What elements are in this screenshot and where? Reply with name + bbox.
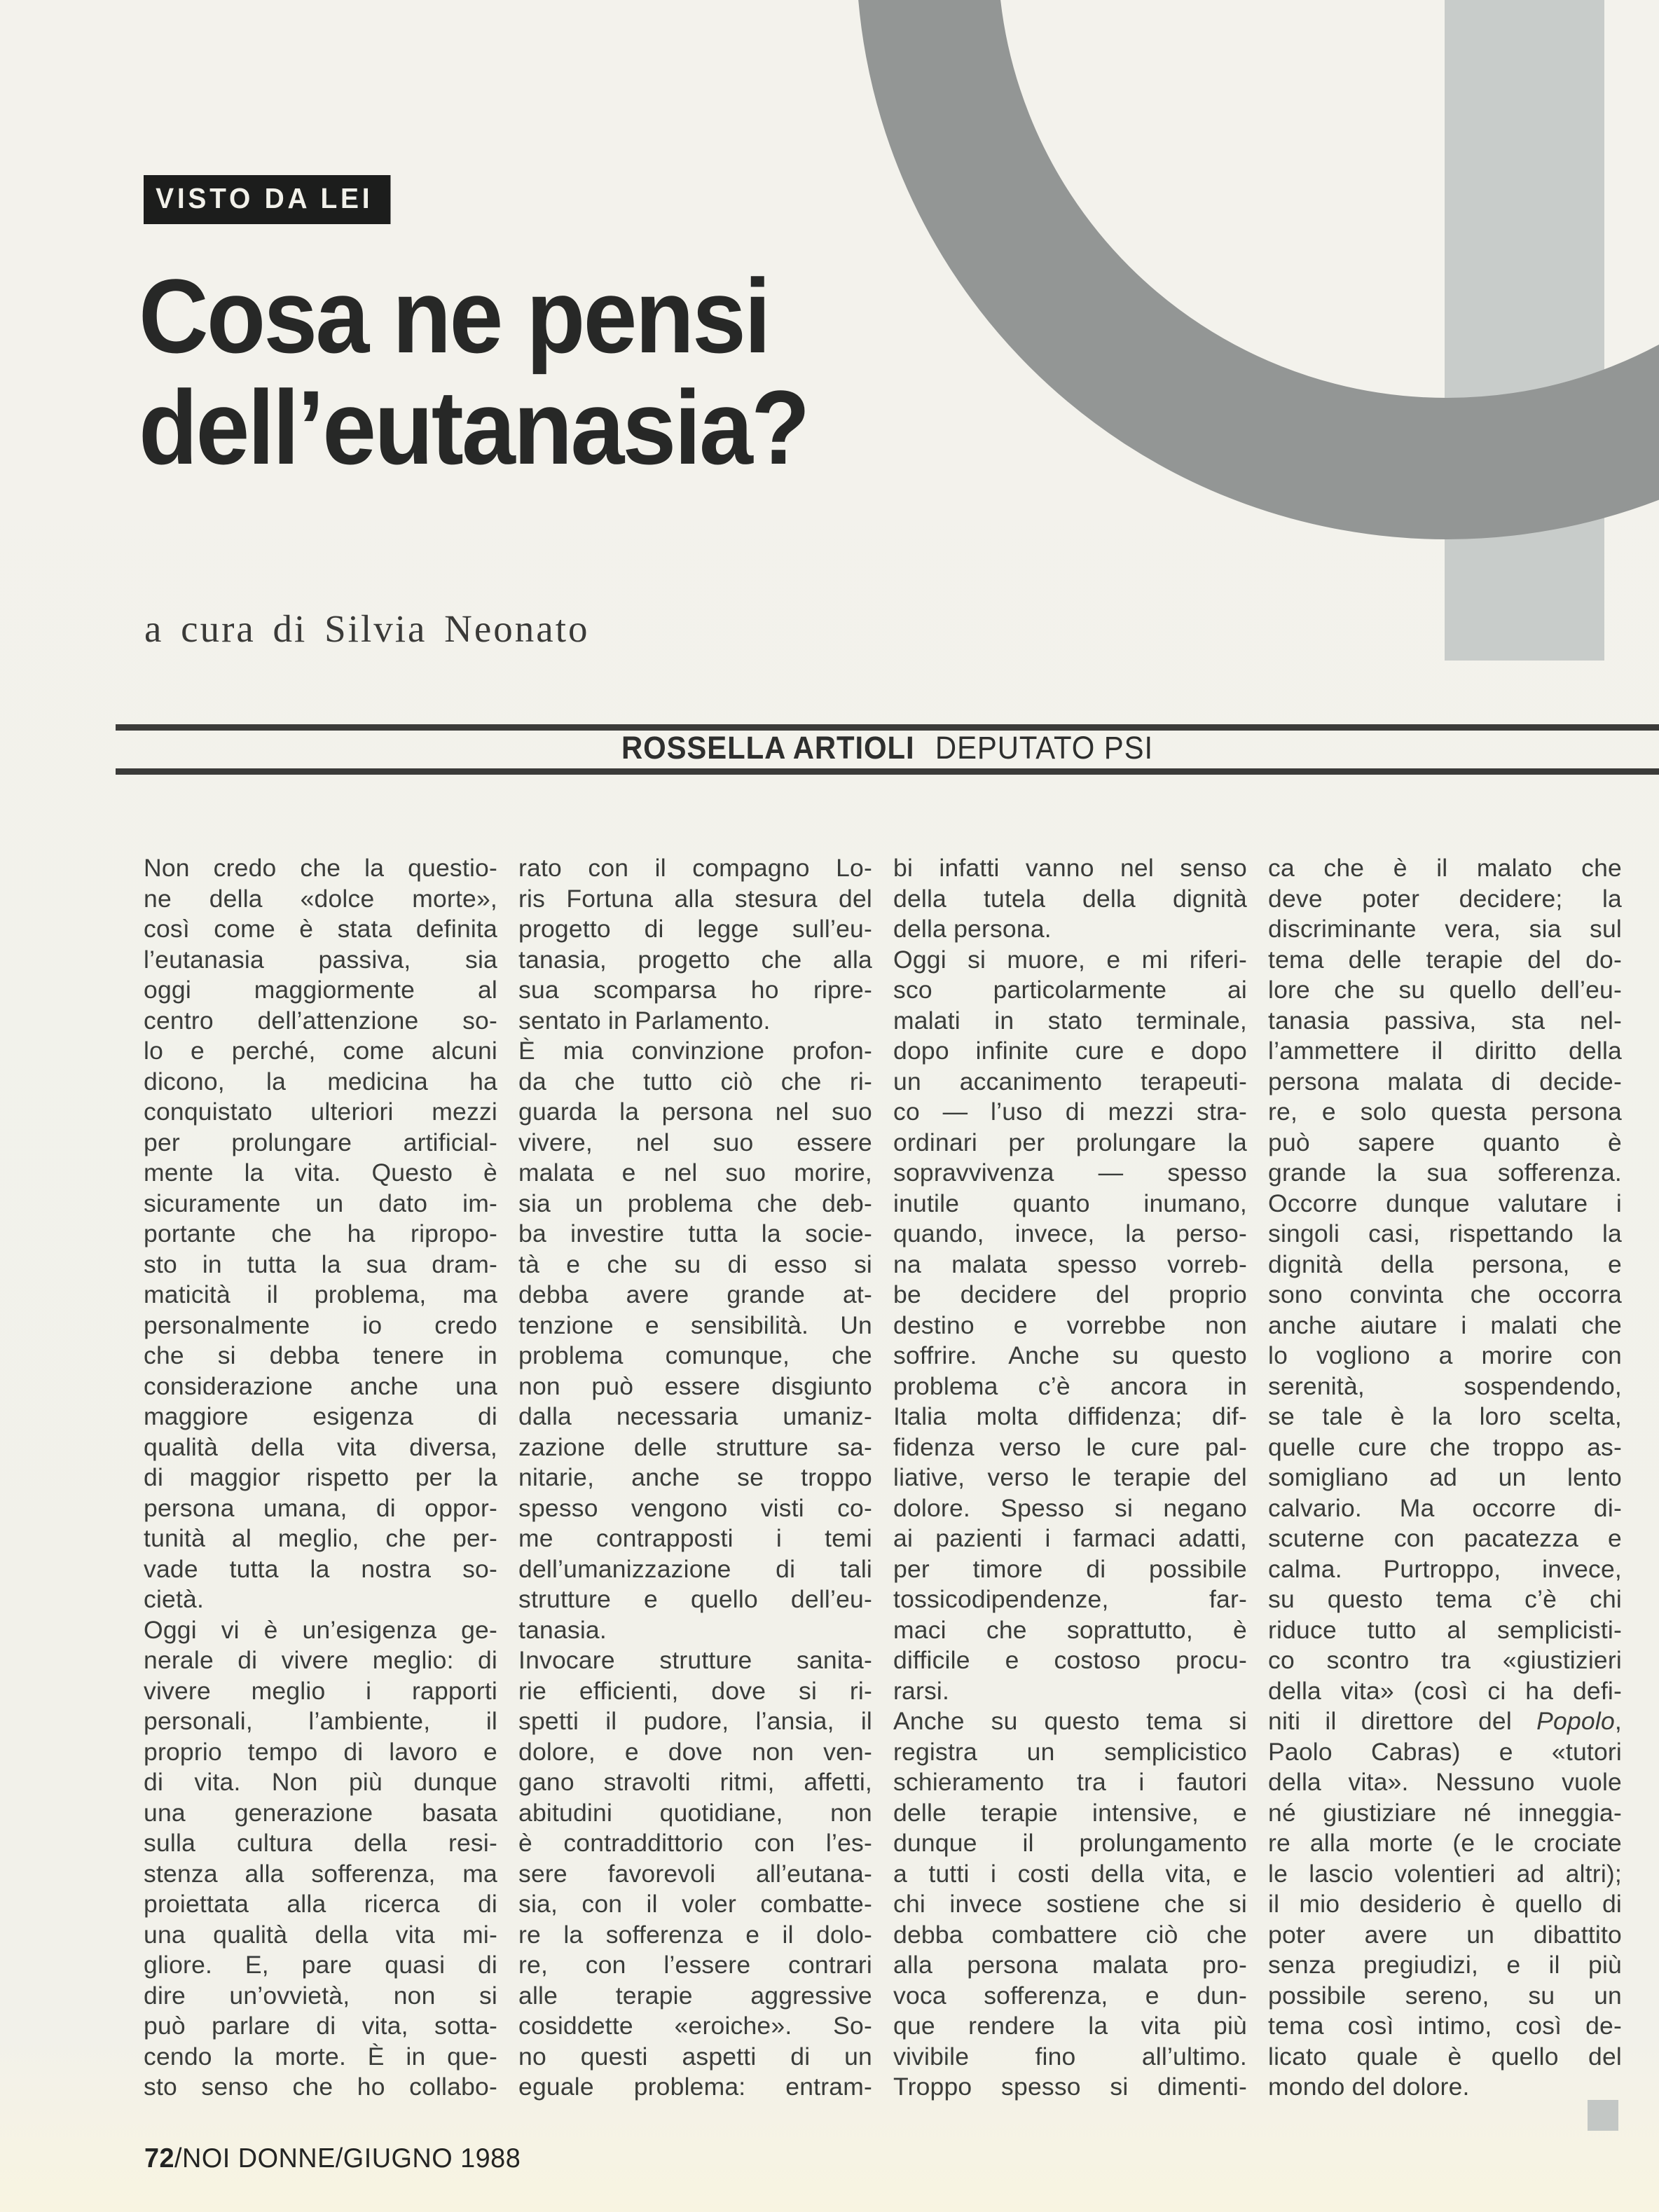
body-line: dire un’ovvietà, non si [144, 1981, 497, 2010]
body-line: sco particolarmente ai [893, 976, 1247, 1004]
body-line: grande la sua sofferenza. [1268, 1159, 1622, 1187]
body-line: portante che ha ripropo- [144, 1219, 497, 1247]
body-line: sulla cultura della resi- [144, 1829, 497, 1857]
body-line: gano stravolti ritmi, affetti, [518, 1768, 872, 1796]
body-line: problema comunque, che [518, 1341, 872, 1369]
body-line: ris Fortuna alla stesura del [518, 884, 872, 913]
body-line: della persona. [893, 915, 1052, 943]
body-line: re alla morte (e le crociate [1268, 1829, 1622, 1857]
body-line: Italia molta diffidenza; dif- [893, 1402, 1247, 1430]
body-line: riduce tutto al semplicisti- [1268, 1615, 1622, 1644]
body-line: lo vogliono a morire con [1268, 1341, 1622, 1369]
body-line: calvario. Ma occorre di- [1268, 1493, 1622, 1522]
body-line: soffrire. Anche su questo [893, 1341, 1247, 1369]
body-line: dell’umanizzazione di tali [518, 1554, 872, 1583]
body-line: bi infatti vanno nel senso [893, 854, 1247, 882]
body-line: cosiddette «eroiche». So- [518, 2012, 872, 2040]
body-line: co scontro tra «giustizieri [1268, 1646, 1622, 1674]
article-title [139, 257, 808, 486]
footer-magazine-label: /NOI DONNE/GIUGNO 1988 [174, 2143, 521, 2173]
byline: a cura di Silvia Neonato [144, 607, 590, 650]
body-line: re, e solo questa persona [1268, 1098, 1622, 1126]
body-line: tà e che su di esso si [518, 1250, 872, 1278]
body-line: tema così intimo, così de- [1268, 2012, 1622, 2040]
body-line: somigliano ad un lento [1268, 1463, 1622, 1491]
text-column-4 [1268, 853, 1622, 2103]
body-line: le lascio volentieri ad altri); [1268, 1859, 1622, 1888]
body-line: possibile sereno, su un [1268, 1981, 1622, 2010]
text-column-2 [518, 853, 872, 2103]
body-line: debba avere grande at- [518, 1280, 872, 1308]
body-line: di maggior rispetto per la [144, 1463, 497, 1491]
body-line: alla persona malata pro- [893, 1951, 1247, 1979]
body-line: sicuramente un dato im- [144, 1189, 497, 1217]
body-line: eguale problema: entram- [518, 2073, 872, 2101]
body-line: È mia convinzione profon- [518, 1037, 872, 1065]
body-line: tunità al meglio, che per- [144, 1524, 497, 1552]
body-line: licato quale è quello del [1268, 2042, 1622, 2071]
body-line: niti il direttore del Popolo, [1268, 1707, 1622, 1735]
body-line: né giustiziare né inneggia- [1268, 1798, 1622, 1827]
body-line: zazione delle strutture sa- [518, 1432, 872, 1461]
body-line: alle terapie aggressive [518, 1981, 872, 2010]
kicker-rule-bottom [116, 768, 1659, 775]
body-line: calma. Purtroppo, invece, [1268, 1554, 1622, 1583]
body-line: persona umana, di oppor- [144, 1493, 497, 1522]
body-line: sto in tutta la sua dram- [144, 1250, 497, 1278]
body-line: ai pazienti i farmaci adatti, [893, 1524, 1247, 1552]
body-line: maci che soprattutto, è [893, 1615, 1247, 1644]
body-line: dicono, la medicina ha [144, 1067, 497, 1095]
body-line: qualità della vita diversa, [144, 1432, 497, 1461]
body-line: oggi maggiormente al [144, 976, 497, 1004]
body-line: tema delle terapie del do- [1268, 945, 1622, 974]
body-line: fidenza verso le cure pal- [893, 1432, 1247, 1461]
body-line: debba combattere ciò che [893, 1920, 1247, 1949]
body-line: me contrapposti i temi [518, 1524, 872, 1552]
body-line: problema c’è ancora in [893, 1371, 1247, 1400]
body-line: è contraddittorio con l’es- [518, 1829, 872, 1857]
body-line: l’ammettere il diritto della [1268, 1037, 1622, 1065]
body-line: Paolo Cabras) e «tutori [1268, 1737, 1622, 1766]
body-line: vade tutta la nostra so- [144, 1554, 497, 1583]
interviewee-name: ROSSELLA ARTIOLI [621, 730, 915, 766]
body-line: Occorre dunque valutare i [1268, 1189, 1622, 1217]
body-line: registra un semplicistico [893, 1737, 1247, 1766]
body-line: voca sofferenza, e dun- [893, 1981, 1247, 2010]
body-line: dolore. Spesso si negano [893, 1493, 1247, 1522]
body-line: sere favorevoli all’eutana- [518, 1859, 872, 1888]
body-line: dignità della persona, e [1268, 1250, 1622, 1278]
body-line: spesso vengono visti co- [518, 1493, 872, 1522]
decor-letter-q-ring [856, 0, 1659, 539]
body-line: personali, l’ambiente, il [144, 1707, 497, 1735]
body-line: strutture e quello dell’eu- [518, 1585, 872, 1613]
body-line: Troppo spesso si dimenti- [893, 2073, 1247, 2101]
body-line: da che tutto ciò che ri- [518, 1067, 872, 1095]
body-line: a tutti i costi della vita, e [893, 1859, 1247, 1888]
body-line: vivibile fino all’ultimo. [893, 2042, 1247, 2071]
body-line: della tutela della dignità [893, 884, 1247, 913]
page-number: 72 [144, 2143, 175, 2173]
section-badge-label: VISTO DA LEI [156, 182, 373, 214]
body-line: non può essere disgiunto [518, 1371, 872, 1400]
body-line: mente la vita. Questo è [144, 1159, 497, 1187]
body-line: chi invece sostiene che si [893, 1890, 1247, 1918]
body-line: sono convinta che occorra [1268, 1280, 1622, 1308]
body-line: lo e perché, come alcuni [144, 1037, 497, 1065]
body-line: tossicodipendenze, far- [893, 1585, 1247, 1613]
interviewee-role: DEPUTATO PSI [935, 730, 1154, 766]
body-line: può sapere quanto è [1268, 1128, 1622, 1156]
body-line: dolore, e dove non ven- [518, 1737, 872, 1766]
body-line: Anche su questo tema si [893, 1707, 1247, 1735]
body-line: ne della «dolce morte», [144, 884, 497, 913]
body-line: sopravvivenza — spesso [893, 1159, 1247, 1187]
body-line: cendo la morte. È in que- [144, 2042, 497, 2071]
body-line: anche aiutare i malati che [1268, 1311, 1622, 1339]
body-line: difficile e costoso procu- [893, 1646, 1247, 1674]
body-line: sia, con il voler combatte- [518, 1890, 872, 1918]
body-line: tenzione e sensibilità. Un [518, 1311, 872, 1339]
body-line: ordinari per prolungare la [893, 1128, 1247, 1156]
body-line: rarsi. [893, 1676, 950, 1705]
body-line: quando, invece, la perso- [893, 1219, 1247, 1247]
body-line: discriminante vera, sia sul [1268, 915, 1622, 943]
body-line: stenza alla sofferenza, ma [144, 1859, 497, 1888]
body-line: progetto di legge sull’eu- [518, 915, 872, 943]
body-line: serenità, sospendendo, [1268, 1371, 1622, 1400]
body-line: della vita». Nessuno vuole [1268, 1768, 1622, 1796]
body-line: lore che su quello dell’eu- [1268, 976, 1622, 1004]
body-line: delle terapie intensive, e [893, 1798, 1247, 1827]
body-line: nitarie, anche se troppo [518, 1463, 872, 1491]
body-line: senza pregiudizi, e il più [1268, 1951, 1622, 1979]
body-line: se tale è la loro scelta, [1268, 1402, 1622, 1430]
body-line: na malata spesso vorreb- [893, 1250, 1247, 1278]
article-title-line1: Cosa ne pensi [139, 257, 769, 375]
body-line: maggiore esigenza di [144, 1402, 497, 1430]
body-line: vivere meglio i rapporti [144, 1676, 497, 1705]
end-of-article-marker [1588, 2100, 1618, 2131]
body-line: destino e vorrebbe non [893, 1311, 1247, 1339]
body-line: sentato in Parlamento. [518, 1006, 771, 1035]
body-line: per timore di possibile [893, 1554, 1247, 1583]
body-line: rie efficienti, dove si ri- [518, 1676, 872, 1705]
body-line: della vita» (così ci ha defi- [1268, 1676, 1622, 1705]
body-line: il mio desiderio è quello di [1268, 1890, 1622, 1918]
body-line: personalmente io credo [144, 1311, 497, 1339]
body-line: sia un problema che deb- [518, 1189, 872, 1217]
body-line: l’eutanasia passiva, sia [144, 945, 497, 974]
section-badge [144, 175, 390, 224]
text-column-3 [893, 853, 1247, 2103]
body-line: singoli casi, rispettando la [1268, 1219, 1622, 1247]
body-line: di vita. Non più dunque [144, 1768, 497, 1796]
body-line: inutile quanto inumano, [893, 1189, 1247, 1217]
body-line: quelle cure che troppo as- [1268, 1432, 1622, 1461]
body-line: spetti il pudore, l’ansia, il [518, 1707, 872, 1735]
body-line: deve poter decidere; la [1268, 884, 1622, 913]
body-line: scuterne con pacatezza e [1268, 1524, 1622, 1552]
body-line: guarda la persona nel suo [518, 1098, 872, 1126]
body-line: liative, verso le terapie del [893, 1463, 1247, 1491]
body-line: schieramento tra i fautori [893, 1768, 1247, 1796]
body-line: Oggi vi è un’esigenza ge- [144, 1615, 497, 1644]
body-line: malati in stato terminale, [893, 1006, 1247, 1035]
body-line: proiettata alla ricerca di [144, 1890, 497, 1918]
body-line: conquistato ulteriori mezzi [144, 1098, 497, 1126]
body-line: centro dell’attenzione so- [144, 1006, 497, 1035]
body-line: una generazione basata [144, 1798, 497, 1827]
body-line: ca che è il malato che [1268, 854, 1622, 882]
body-line: proprio tempo di lavoro e [144, 1737, 497, 1766]
body-line: può parlare di vita, sotta- [144, 2012, 497, 2040]
body-line: be decidere del proprio [893, 1280, 1247, 1308]
body-line: re, con l’essere contrari [518, 1951, 872, 1979]
body-line: vivere, nel suo essere [518, 1128, 872, 1156]
body-line: malata e nel suo morire, [518, 1159, 872, 1187]
page-footer [144, 2143, 521, 2174]
text-column-1 [144, 853, 497, 2103]
body-line: que rendere la vita più [893, 2012, 1247, 2040]
body-line: dunque il prolungamento [893, 1829, 1247, 1857]
article-title-line2: dell’eutanasia? [139, 368, 808, 486]
body-line: re la sofferenza e il dolo- [518, 1920, 872, 1949]
body-line: una qualità della vita mi- [144, 1920, 497, 1949]
kicker [170, 730, 1605, 766]
body-line: nerale di vivere meglio: di [144, 1646, 497, 1674]
body-line: no questi aspetti di un [518, 2042, 872, 2071]
body-line: Invocare strutture sanita- [518, 1646, 872, 1674]
body-line: su questo tema c’è chi [1268, 1585, 1622, 1613]
body-line: co — l’uso di mezzi stra- [893, 1098, 1247, 1126]
article-body [144, 853, 1622, 2103]
body-line: rato con il compagno Lo- [518, 854, 872, 882]
body-line: maticità il problema, ma [144, 1280, 497, 1308]
body-line: gliore. E, pare quasi di [144, 1951, 497, 1979]
body-line: così come è stata definita [144, 915, 497, 943]
body-line: sua scomparsa ho ripre- [518, 976, 872, 1004]
body-line: considerazione anche una [144, 1371, 497, 1400]
body-line: Oggi si muore, e mi riferi- [893, 945, 1247, 974]
body-line: che si debba tenere in [144, 1341, 497, 1369]
body-line: ba investire tutta la socie- [518, 1219, 872, 1247]
body-line: mondo del dolore. [1268, 2073, 1470, 2101]
body-line: tanasia passiva, sta nel- [1268, 1006, 1622, 1035]
body-line: un accanimento terapeuti- [893, 1067, 1247, 1095]
body-line: sto senso che ho collabo- [144, 2073, 497, 2101]
body-line: per prolungare artificial- [144, 1128, 497, 1156]
body-line: abitudini quotidiane, non [518, 1798, 872, 1827]
body-line: dalla necessaria umaniz- [518, 1402, 872, 1430]
body-line: persona malata di decide- [1268, 1067, 1622, 1095]
body-line: cietà. [144, 1585, 205, 1613]
body-line: Non credo che la questio- [144, 854, 497, 882]
body-line: poter avere un dibattito [1268, 1920, 1622, 1949]
body-line: tanasia. [518, 1615, 607, 1644]
body-line: dopo infinite cure e dopo [893, 1037, 1247, 1065]
body-line: tanasia, progetto che alla [518, 945, 872, 974]
